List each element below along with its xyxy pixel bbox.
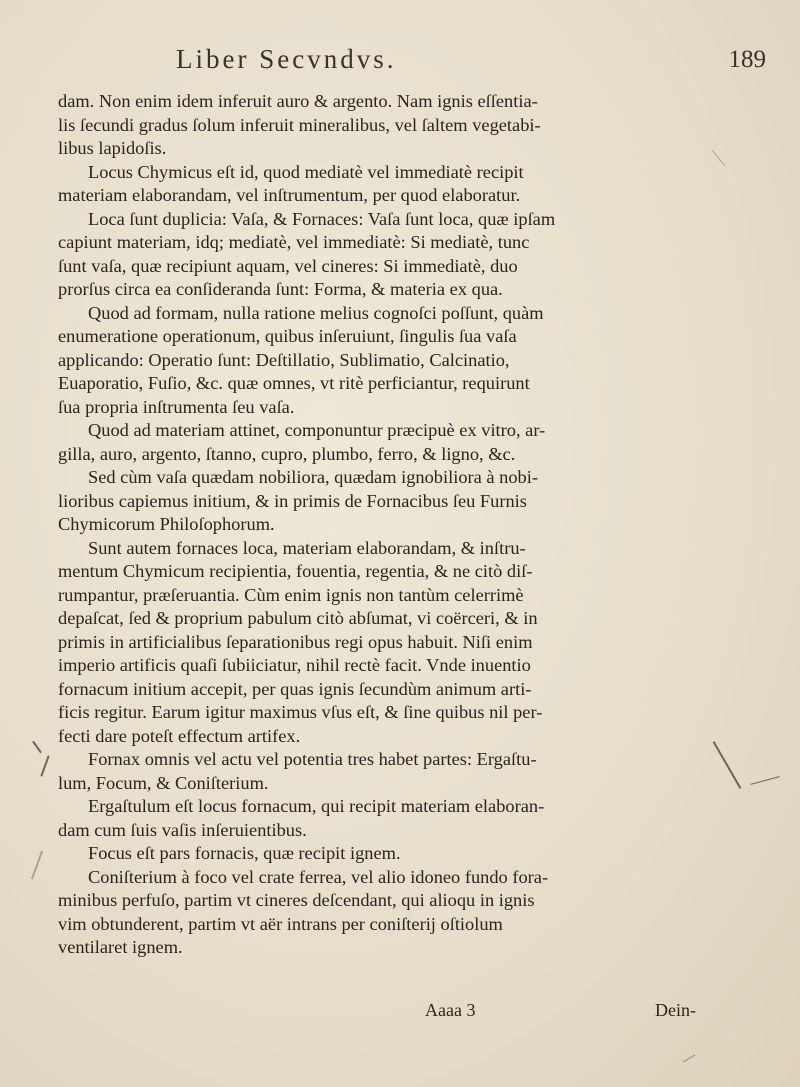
margin-mark <box>683 1055 696 1063</box>
catchword: Dein- <box>655 1000 696 1020</box>
text-line: libus lapidoſis. <box>58 138 167 158</box>
text-line: capiunt materiam, idq; mediatè, vel immediatè: Si mediatè, tunc <box>58 232 530 252</box>
margin-mark <box>40 755 49 776</box>
margin-mark <box>32 741 42 754</box>
text-line: fornacum initium accepit, per quas ignis ſecundùm animum arti- <box>58 678 532 699</box>
signature-mark: Aaaa 3 <box>425 1000 476 1020</box>
text-line: ficis regitur. Earum igitur maximus vſus eſt, & ſine quibus nil per- <box>58 702 543 722</box>
text-line: dam cum ſuis vaſis inſeruientibus. <box>58 819 307 840</box>
text-line: gilla, auro, argento, ſtanno, cupro, plumbo, ferro, & ligno, &c. <box>58 443 516 464</box>
body-text <box>58 90 770 960</box>
text-line: lis ſecundi gradus ſolum inferuit mineralibus, vel ſaltem vegetabi- <box>58 114 541 135</box>
text-line: depaſcat, ſed & proprium pabulum citò abſumat, vi coërceri, & in <box>58 608 538 628</box>
text-line: ſunt vaſa, quæ recipiunt aquam, vel cineres: Si immediatè, duo <box>58 255 518 276</box>
text-line: ventilaret ignem. <box>58 937 183 957</box>
text-line: materiam elaborandam, vel inſtrumentum, per quod elaboratur. <box>58 185 521 205</box>
text-line: lioribus capiemus initium, & in primis de Fornacibus ſeu Furnis <box>58 490 527 511</box>
text-line: prorſus circa ea conſideranda ſunt: Forma, & materia ex qua. <box>58 279 503 299</box>
text-line: lum, Focum, & Coniſterium. <box>58 772 269 793</box>
text-line: Sed cùm vaſa quædam nobiliora, quædam ignobiliora à nobi- <box>88 467 538 487</box>
text-line: ſua propria inſtrumenta ſeu vaſa. <box>58 396 295 417</box>
text-line: Fornax omnis vel actu vel potentia tres habet partes: Ergaſtu- <box>88 749 537 769</box>
text-line: applicando: Operatio ſunt: Deſtillatio, Sublimatio, Calcinatio, <box>58 349 510 370</box>
text-line: imperio artificis quaſi ſubiiciatur, nihil rectè facit. Vnde inuentio <box>58 655 531 675</box>
page-header <box>0 44 800 84</box>
text-line: Quod ad materiam attinet, componuntur præcipuè ex vitro, ar- <box>88 420 546 440</box>
text-line: fecti dare poteſt effectum artifex. <box>58 725 301 746</box>
text-line: dam. Non enim idem inferuit auro & argento. Nam ignis eſſentia- <box>58 91 538 111</box>
text-line: Quod ad formam, nulla ratione melius cognoſci poſſunt, quàm <box>88 302 544 323</box>
margin-mark <box>31 851 43 880</box>
text-line: Chymicorum Philoſophorum. <box>58 514 275 534</box>
text-line: primis in artificialibus ſeparationibus regi opus habuit. Niſi enim <box>58 631 533 652</box>
text-line: mentum Chymicum recipientia, fouentia, regentia, & ne citò diſ- <box>58 561 533 581</box>
running-title: Liber Secvndvs. <box>176 44 397 74</box>
text-line: Sunt autem fornaces loca, materiam elaborandam, & inſtru- <box>88 537 526 558</box>
text-line: vim obtunderent, partim vt aër intrans per coniſterij oſtiolum <box>58 913 503 934</box>
text-line: Euaporatio, Fuſio, &c. quæ omnes, vt ritè perficiantur, requirunt <box>58 373 530 393</box>
text-line: rumpantur, præſeruantia. Cùm enim ignis non tantùm celerrimè <box>58 584 524 605</box>
text-line: enumeratione operationum, quibus inſeruiunt, ſingulis ſua vaſa <box>58 326 517 346</box>
text-line: Locus Chymicus eſt id, quod mediatè vel immediatè recipit <box>88 161 524 182</box>
text-line: Focus eſt pars fornacis, quæ recipit ignem. <box>88 843 401 863</box>
text-line: Coniſterium à foco vel crate ferrea, vel alio idoneo fundo fora- <box>88 866 549 887</box>
text-line: Loca ſunt duplicia: Vaſa, & Fornaces: Vaſa ſunt loca, quæ ipſam <box>88 208 556 229</box>
text-line: minibus perfuſo, partim vt cineres deſcendant, qui alioqu in ignis <box>58 890 535 910</box>
text-line: Ergaſtulum eſt locus fornacum, qui recipit materiam elaboran- <box>88 796 545 816</box>
page-number: 189 <box>728 46 766 73</box>
